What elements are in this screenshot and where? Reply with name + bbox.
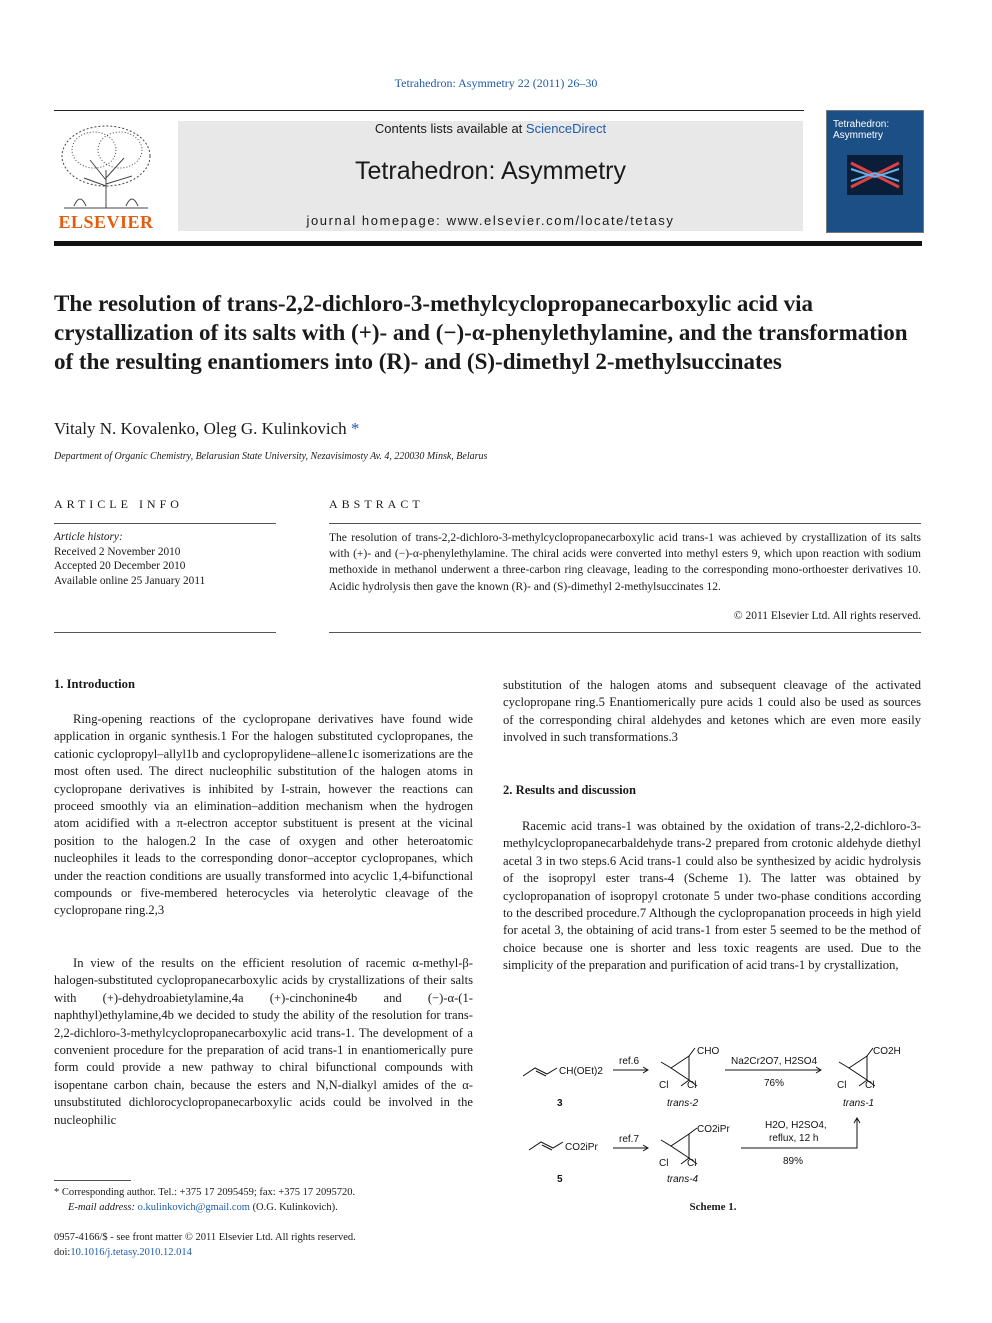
issn-line: 0957-4166/$ - see front matter © 2011 Elsevier Ltd. All rights reserved. [54, 1232, 356, 1243]
email-link[interactable]: o.kulinkovich@gmail.com [137, 1202, 250, 1213]
results-heading: 2. Results and discussion [503, 783, 636, 797]
arrow3-label: ref.7 [619, 1134, 640, 1145]
cmpd4-cl1: Cl [659, 1158, 669, 1169]
affiliation: Department of Organic Chemistry, Belarusian State University, Nezavisimosty Av. 4, 220030 Minsk, Belarus [54, 451, 488, 462]
arrow2-reagent: Na2Cr2O7, H2SO4 [731, 1056, 818, 1067]
cmpd1-group: CO2H [873, 1046, 901, 1057]
footnote [54, 1185, 474, 1215]
cmpd2-label: trans-2 [667, 1098, 699, 1109]
header-rule [54, 110, 804, 111]
email-suffix: (O.G. Kulinkovich). [249, 1202, 338, 1213]
author-list [54, 419, 359, 439]
footnote-rule [54, 1180, 131, 1181]
doi-label: doi: [54, 1247, 71, 1258]
cmpd4-cl2: Cl [687, 1158, 697, 1169]
article-info-rule-top [54, 523, 276, 524]
journal-title-text: Tetrahedron: Asymmetry [355, 157, 626, 185]
cmpd3-group: CH(OEt)2 [559, 1066, 603, 1077]
contents-line [178, 121, 803, 136]
cover-graphic [847, 155, 903, 195]
arrow4-reagent-2: reflux, 12 h [769, 1133, 819, 1144]
corresponding-author-mark[interactable]: * [350, 419, 360, 438]
journal-title [178, 157, 803, 186]
cmpd2-cl2: Cl [687, 1080, 697, 1091]
abstract-text: The resolution of trans-2,2-dichloro-3-methylcyclopropanecarboxylic acid trans-1 was achieved by crystallization of its salts with (+)- and (−)-α-phenylethylamine. The chiral acids were converted into methyl esters 9, which upon reaction with sodium methoxide in methanol underwent a three-carbon ring cleavage, leading to the corresponding mono-orthoester derivatives 10. Acidic hydrolysis then gave the known (R)- and (S)-dimethyl 2-methylsuccinates 12. [329, 532, 921, 593]
corresponding-author-note: * Corresponding author. Tel.: +375 17 2095459; fax: +375 17 2095720. [54, 1187, 356, 1198]
accepted-date: Accepted 20 December 2010 [54, 560, 186, 572]
results-paragraph-1: Racemic acid trans-1 was obtained by the oxidation of trans-2,2-dichloro-3-methylcyclopropanecarbaldehyde trans-2 prepared from crotonic aldehyde diethyl acetal 3 in two steps.6 Acid trans-1 could also be synthesized by acidic hydrolysis of the isopropyl ester trans-4 (Scheme 1). The latter was obtained by cyclopropanation of isopropyl crotonate 5 under two-phase conditions according to the described procedure.7 Although the cyclopropanation proceeds in high yield for acetal 3, the obtaining of acid trans-1 from ester 5 seemed to be the method of choice because one is shorter and less toxic reagents are used. Due to the simplicity of the preparation and purification of acid trans-1 by crystallization, [503, 819, 921, 973]
article-info-rule-bottom [54, 632, 276, 633]
article-history [54, 530, 205, 588]
elsevier-wordmark: ELSEVIER [58, 212, 154, 232]
journal-cover-image [826, 110, 924, 233]
cmpd1-label: trans-1 [843, 1098, 875, 1109]
cmpd2-group: CHO [697, 1046, 720, 1057]
scheme-caption: Scheme 1. [689, 1201, 737, 1213]
scheme-1-figure [503, 1040, 923, 1200]
cmpd1-cl2: Cl [865, 1080, 875, 1091]
introduction-heading: 1. Introduction [54, 677, 135, 691]
online-date: Available online 25 January 2011 [54, 574, 206, 587]
history-label: Article history: [54, 531, 123, 543]
doi-link[interactable]: 10.1016/j.tetasy.2010.12.014 [70, 1247, 192, 1258]
abstract-heading: ABSTRACT [329, 497, 424, 511]
authors-text: Vitaly N. Kovalenko, Oleg G. Kulinkovich [54, 419, 347, 438]
intro-paragraph-2: In view of the results on the efficient resolution of racemic α-methyl-β-halogen-substituted cyclopropanecarboxylic acids by crystallizations of their salts with (+)-dehydroabietylamine,4a (+)-cinchonine4b and (−)-α-(1-naphthyl)ethylamine,4b we decided to study the ability of the resolution for trans-2,2-dichloro-3-methylcyclopropanecarboxylic acid trans-1. The development of a convenient procedure for the preparation of acid trans-1 in enantiomerically pure form could provide a new pathway to chiral bifunctional compounds with isopentane carbon chain, because the esters and N,N-dialkyl amides of the α-unsubstituted dichlorocyclopropanecarboxylic acids could be involved in the nucleophilic [54, 956, 473, 1127]
sciencedirect-link[interactable]: ScienceDirect [525, 121, 607, 136]
journal-citation[interactable]: Tetrahedron: Asymmetry 22 (2011) 26–30 [394, 76, 598, 90]
intro-paragraph-continued: substitution of the halogen atoms and subsequent cleavage of the activated cyclopropane ring.5 Enantiomerically pure acids 1 could also be used as sources of the corresponding chiral aldehydes and ketones which are even more easily involved in such transformations.3 [503, 678, 921, 745]
issn-doi-block [54, 1230, 356, 1260]
intro-paragraph-1: Ring-opening reactions of the cyclopropane derivatives have found wide application in organic synthesis.1 For the halogen substituted cyclopropanes, the cationic cyclopropyl–allyl1b and cyclopropylidene–allene1c isomerizations are the most often used. The direct nucleophilic substitution of the halogen atoms in cyclopropane derivatives is inhibited by I-strain, however the reactions can proceed smoothly via an elimination–addition mechanism when the hydrogen atom acidified with a π-electron acceptor substituent is present at the vicinal position to the halogen.2 In the case of oxygen and other heteroatomic nucleophiles it leads to the corresponding donor–acceptor cyclopropanes, which under the reaction conditions are usually transformed into acyclic 1,4-bifunctional compounds or five-membered heterocycles via heterolytic cleavage of the cyclopropane ring.2,3 [54, 712, 473, 918]
arrow4-yield: 89% [783, 1156, 804, 1167]
contents-prefix: Contents lists available at [374, 121, 526, 136]
cmpd5-group: CO2iPr [565, 1142, 598, 1153]
received-date: Received 2 November 2010 [54, 545, 181, 558]
cmpd1-cl1: Cl [837, 1080, 847, 1091]
arrow1-label: ref.6 [619, 1056, 640, 1067]
cmpd2-cl1: Cl [659, 1080, 669, 1091]
abstract-rule-top [329, 523, 921, 524]
journal-homepage[interactable]: journal homepage: www.elsevier.com/locate/tetasy [306, 213, 675, 228]
article-info-heading: ARTICLE INFO [54, 497, 183, 511]
email-label: E-mail address: [68, 1202, 138, 1213]
cmpd4-group: CO2iPr [697, 1124, 730, 1135]
cmpd3-label: 3 [557, 1098, 563, 1109]
abstract-copyright: © 2011 Elsevier Ltd. All rights reserved. [733, 610, 921, 622]
abstract-rule-bottom [329, 632, 921, 633]
cmpd5-label: 5 [557, 1174, 563, 1185]
header-thick-rule [54, 241, 922, 246]
arrow4-reagent-1: H2O, H2SO4, [765, 1120, 827, 1131]
cmpd4-label: trans-4 [667, 1174, 699, 1185]
arrow2-yield: 76% [764, 1078, 785, 1089]
cover-title: Tetrahedron: Asymmetry [833, 119, 890, 141]
article-title: The resolution of trans-2,2-dichloro-3-methylcyclopropanecarboxylic acid via crystallization of its salts with (+)- and (−)-α-phenylethylamine, and the transformation of the resulting enantiomers into (R)- and (S)-dimethyl 2-methylsuccinates [54, 291, 908, 374]
